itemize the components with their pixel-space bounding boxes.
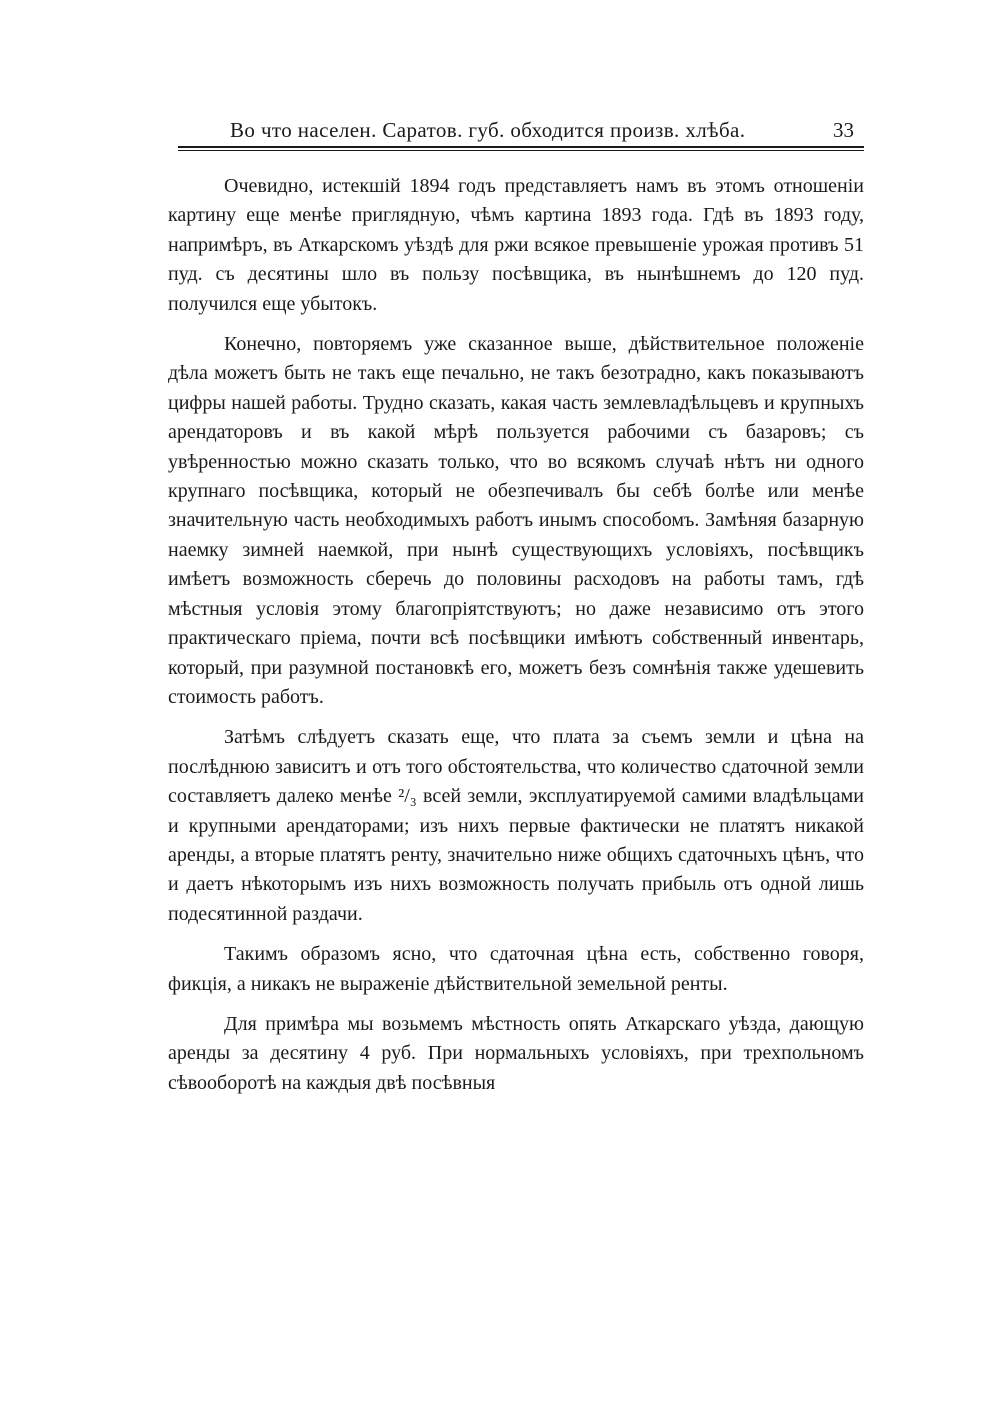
running-head	[168, 112, 864, 148]
paragraph-3: Затѣмъ слѣдуетъ сказать еще, что плата за съемъ земли и цѣна на послѣднюю зависитъ и отъ того обстоятельства, что количество сдаточной земли составляетъ далеко менѣе ²/₃ всей земли, эксплуатируемой самими владѣльцами и крупными арендаторами; изъ нихъ первые фактически не платятъ никакой аренды, а вторые платятъ ренту, значительно ниже общихъ сдаточныхъ цѣнъ, что и даетъ нѣкоторымъ изъ нихъ возможность получать прибыль отъ одной лишь подесятинной раздачи.	[168, 726, 864, 925]
paragraph-2: Конечно, повторяемъ уже сказанное выше, дѣйствительное положеніе дѣла можетъ быть не такъ еще печально, не такъ безотрадно, какъ показываютъ цифры нашей работы. Трудно сказать, какая часть землевладѣльцевъ и крупныхъ арендаторовъ и въ какой мѣрѣ пользуется рабочими съ базаровъ; съ увѣренностью можно сказать только, что во всякомъ случаѣ нѣтъ ни одного крупнаго посѣвщика, который не обезпечивалъ бы себѣ болѣе или менѣе значительную часть необходимыхъ работъ инымъ способомъ. Замѣняя базарную наемку зимней наемкой, при нынѣ существующихъ условіяхъ, посѣвщикъ имѣетъ возможность сберечь до половины расходовъ на работы тамъ, гдѣ мѣстныя условія этому благопріятствуютъ; но даже независимо отъ этого практическаго пріема, почти всѣ посѣвщики имѣютъ собственный инвентарь, который, при разумной постановкѣ его, можетъ безъ сомнѣнія также удешевить стоимость работъ.	[168, 333, 864, 708]
book-page	[168, 112, 864, 1109]
paragraph-4: Такимъ образомъ ясно, что сдаточная цѣна есть, собственно говоря, фикція, а никакъ не выраженіе дѣйствительной земельной ренты.	[168, 943, 864, 995]
header-rule-thin	[178, 150, 864, 151]
body-text	[168, 172, 864, 1098]
running-title: Во что населен. Саратов. губ. обходится произв. хлѣба.	[230, 118, 746, 142]
page-number: 33	[833, 118, 854, 142]
header-rule-thick	[178, 146, 864, 148]
paragraph-1: Очевидно, истекшій 1894 годъ представляетъ намъ въ этомъ отношеніи картину еще менѣе приглядную, чѣмъ картина 1893 года. Гдѣ въ 1893 году, напримѣръ, въ Аткарскомъ уѣздѣ для ржи всякое превышеніе урожая противъ 51 пуд. съ десятины шло въ пользу посѣвщика, въ нынѣшнемъ до 120 пуд. получился еще убытокъ.	[168, 175, 864, 315]
paragraph-5: Для примѣра мы возьмемъ мѣстность опять Аткарскаго уѣзда, дающую аренды за десятину 4 руб. При нормальныхъ условіяхъ, при трехпольномъ сѣвооборотѣ на каждыя двѣ посѣвныя	[168, 1012, 864, 1094]
